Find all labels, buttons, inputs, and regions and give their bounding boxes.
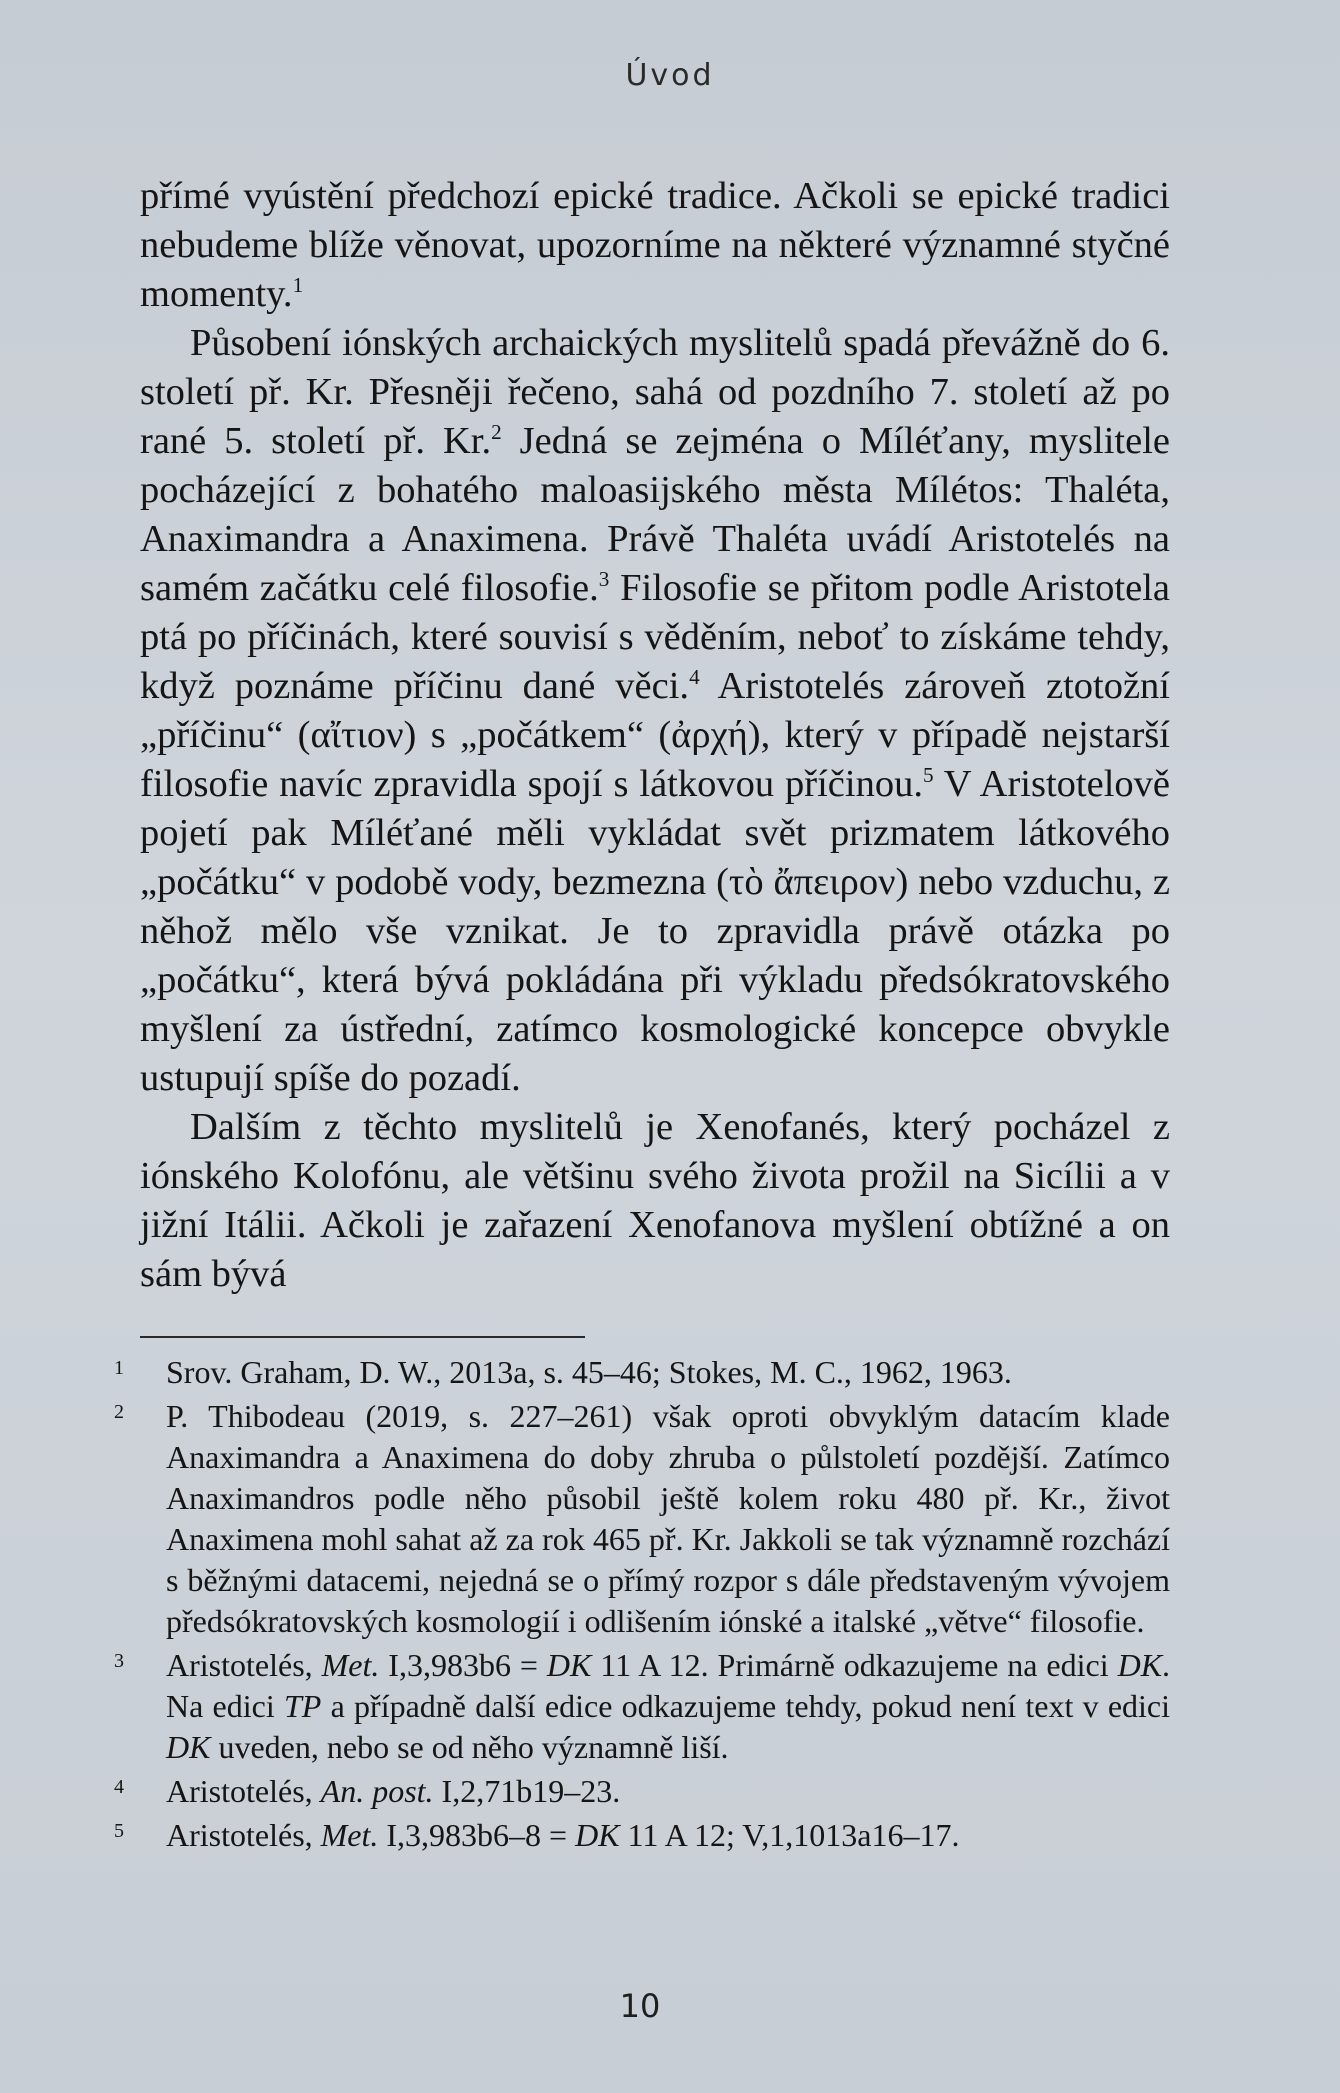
paragraph-2-seg-5: V Aristotelově pojetí pak Míléťané měli vykládat svět prizmatem látkového „počátku“ v podobě vody, bezmezna (τὸ ἄπειρον) nebo vzduchu, z něhož mělo vše vznikat. Je to zpravidla právě otázka po „počátku“, která bývá pokládána při výkladu předsókratovského myšlení za ústřední, zatímco kosmologické koncepce obvykle ustupují spíše do pozadí.: [140, 763, 1171, 1099]
footnote-segment: I,2,71b19–23.: [433, 1773, 621, 1809]
page-number: 10: [619, 1987, 661, 2025]
footnote-divider: [140, 1336, 585, 1338]
footnote-text: [166, 1645, 1170, 1768]
footnote-text: Srov. Graham, D. W., 2013a, s. 45–46; Stokes, M. C., 1962, 1963.: [166, 1354, 1012, 1390]
footnote-text: [166, 1771, 1170, 1812]
footnote-segment: uveden, nebo se od něho významně liší.: [210, 1729, 729, 1765]
paragraph-2-seg-1: Působení iónských archaických myslitelů spadá převážně do 6. století př. Kr. Přesněji řečeno, sahá od pozdního 7. století až po rané 5. století př. Kr.: [140, 322, 1170, 462]
footnote-2: [110, 1396, 1170, 1642]
footnote-4: [110, 1771, 1170, 1812]
edition-abbrev: DK: [166, 1729, 211, 1765]
work-title: Met.: [320, 1817, 379, 1853]
footnote-number: 1: [114, 1357, 124, 1379]
paragraph-2-seg-3: Filosofie se přitom podle Aristotela ptá po příčinách, které souvisí s věděním, neboť to získáme tehdy, když poznáme příčinu dané věci.: [140, 567, 1170, 707]
footnote-3: [110, 1645, 1170, 1768]
work-title: Met.: [321, 1647, 380, 1683]
note-ref-5: 5: [922, 763, 934, 788]
paragraph-1-text: přímé vyústění předchozí epické tradice. Ačkoli se epické tradici nebudeme blíže věnovat, upozorníme na některé významné styčné momenty.: [140, 175, 1170, 315]
note-ref-3: 3: [598, 567, 610, 592]
footnote-segment: . Na edici: [166, 1647, 1171, 1724]
footnotes: [110, 1352, 1170, 1859]
footnote-number: 5: [114, 1820, 124, 1842]
note-ref-2: 2: [491, 420, 502, 445]
work-title: An. post.: [320, 1773, 434, 1809]
footnote-segment: I,3,983b6–8 =: [378, 1817, 576, 1853]
paragraph-2-seg-4: Aristotelés zároveň ztotožní „příčinu“ (αἴτιον) s „počátkem“ (ἀρχή), který v případě nejstarší filosofie navíc zpravidla spojí s látkovou příčinou.: [140, 665, 1171, 805]
footnote-segment: I,3,983b6 =: [379, 1647, 547, 1683]
footnote-5: [110, 1815, 1170, 1856]
edition-abbrev: TP: [284, 1688, 322, 1724]
footnote-number: 2: [114, 1401, 124, 1423]
running-head: Úvod: [625, 58, 715, 93]
footnote-text: [166, 1815, 1170, 1856]
paragraph-2-seg-2: Jedná se zejména o Míléťany, myslitele pocházející z bohatého maloasijského města Mílétos: Thaléta, Anaximandra a Anaximena. Právě Thaléta uvádí Aristotelés na samém začátku celé filosofie.: [140, 420, 1170, 609]
main-text: [140, 172, 1170, 1299]
footnote-text: P. Thibodeau (2019, s. 227–261) však oproti obvyklým datacím klade Anaximandra a Anaximena do doby zhruba o půlstoletí pozdější. Zatímco Anaximandros podle něho působil ještě kolem roku 480 př. Kr., život Anaximena mohl sahat až za rok 465 př. Kr. Jakkoli se tak významně rozchází s běžnými datacemi, nejedná se o přímý rozpor s dále představeným vývojem předsókratovských kosmologií i odlišením iónské a italské „větve“ filosofie.: [166, 1398, 1170, 1639]
footnote-1: [110, 1352, 1170, 1393]
paragraph-2: [140, 319, 1170, 1103]
note-ref-1: 1: [292, 273, 304, 298]
footnote-segment: 11 A 12. Primárně odkazujeme na edici: [591, 1647, 1118, 1683]
edition-abbrev: DK: [575, 1817, 620, 1853]
footnote-segment: a případně další edice odkazujeme tehdy, pokud není text v edici: [321, 1688, 1171, 1724]
paragraph-3: Dalším z těchto myslitelů je Xenofanés, který pocházel z iónského Kolofónu, ale většinu svého života prožil na Sicílii a v jižní Itálii. Ačkoli je zařazení Xenofanova myšlení obtížné a on sám bývá: [140, 1106, 1170, 1295]
edition-abbrev: DK: [1117, 1647, 1163, 1683]
footnote-segment: Aristotelés,: [166, 1773, 321, 1809]
footnote-segment: 11 A 12; V,1,1013a16–17.: [619, 1817, 960, 1853]
footnote-segment: Aristotelés,: [166, 1647, 322, 1683]
paragraph-1: [140, 172, 1170, 319]
footnote-number: 3: [114, 1650, 124, 1672]
edition-abbrev: DK: [546, 1647, 592, 1683]
note-ref-4: 4: [689, 665, 700, 690]
footnote-number: 4: [114, 1776, 124, 1798]
footnote-segment: Aristotelés,: [166, 1817, 321, 1853]
